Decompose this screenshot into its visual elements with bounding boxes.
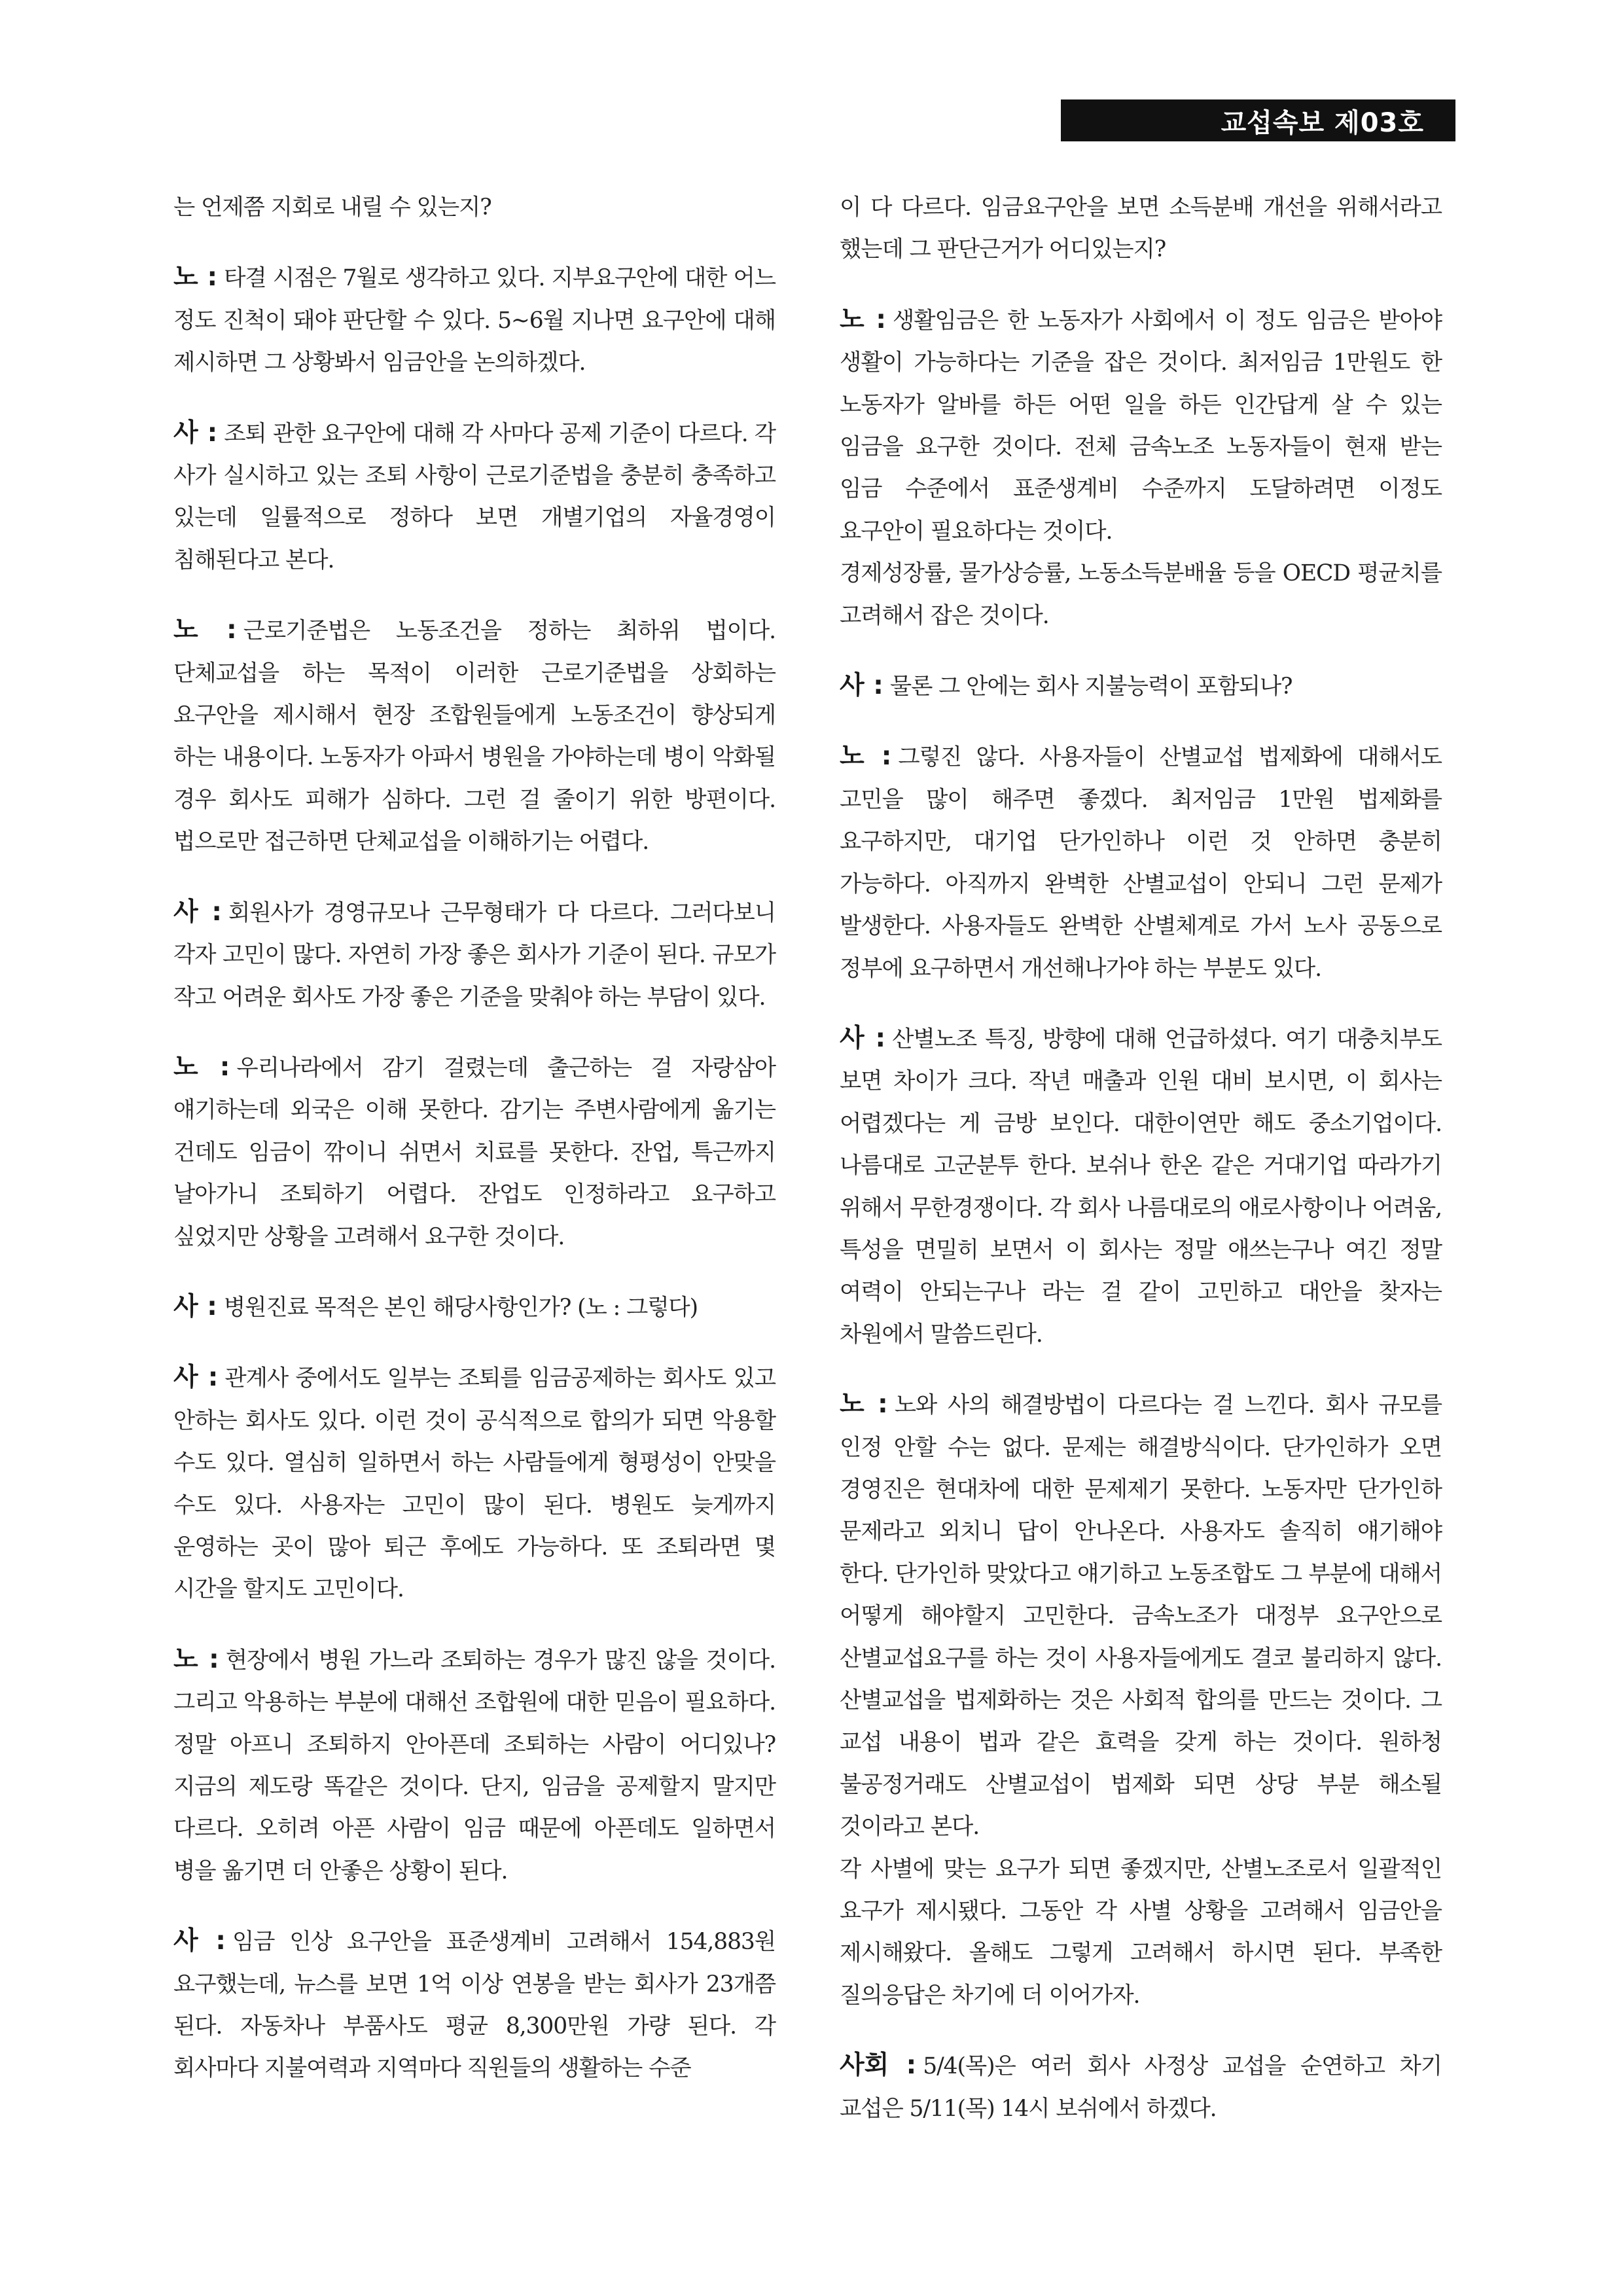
speaker-label: 노 : — [173, 1644, 219, 1674]
dialogue-text: 임금 인상 요구안을 표준생계비 고려해서 154,883원 요구했는데, 뉴스를 보면 1억 이상 연봉을 받는 회사가 23개쯤 된다. 자동차나 부품사도 평균 8,300만원 가량 된다. 각 회사마다 지불여력과 지역마다 직원들의 생활하는 수준 — [173, 1929, 776, 2082]
speaker-label: 노 : — [173, 1052, 230, 1082]
dialogue-text: 타결 시점은 7월로 생각하고 있다. 지부요구안에 대한 어느 정도 진척이 돼야 판단할 수 있다. 5~6월 지나면 요구안에 대해 제시하면 그 상황봐서 임금안을 논의하겠다. — [173, 265, 776, 376]
dialogue-text: 이 다 다르다. 임금요구안을 보면 소득분배 개선을 위해서라고 했는데 그 판단근거가 어디있는지? — [840, 194, 1442, 263]
dialogue-paragraph — [173, 257, 776, 384]
speaker-label: 노 : — [173, 615, 237, 645]
dialogue-text: 5/4(목)은 여러 회사 사정상 교섭을 순연하고 차기 교섭은 5/11(목) 14시 보쉬에서 하겠다. — [840, 2053, 1442, 2122]
dialogue-paragraph — [840, 1848, 1442, 2017]
issue-badge: 교섭속보 제03호 — [1061, 99, 1455, 141]
dialogue-text: 근로기준법은 노동조건을 정하는 최하위 법이다. 단체교섭을 하는 목적이 이러한 근로기준법을 상회하는 요구안을 제시해서 현장 조합원들에게 노동조건이 향상되게 하는 내용이다. 노동자가 아파서 병원을 가야하는데 병이 악화될 경우 회사도 피해가 심하다. 그런 걸 줄이기 위한 방편이다. 법으로만 접근하면 단체교섭을 이해하기는 어렵다. — [173, 618, 776, 855]
dialogue-paragraph — [840, 552, 1442, 637]
speaker-label: 사 : — [840, 671, 883, 701]
dialogue-paragraph — [173, 1047, 776, 1258]
dialogue-text: 현장에서 병원 가느라 조퇴하는 경우가 많진 않을 것이다. 그리고 악용하는 부분에 대해선 조합원에 대한 믿음이 필요하다. 정말 아프니 조퇴하지 안아픈데 조퇴하는 사람이 어디있나? 지금의 제도랑 똑같은 것이다. 단지, 임금을 공제할지 말지만 다르다. 오히려 아픈 사람이 임금 때문에 아픈데도 일하면서 병을 옮기면 더 안좋은 상황이 된다. — [173, 1647, 776, 1884]
dialogue-paragraph — [173, 1639, 776, 1892]
dialogue-text: 노와 사의 해결방법이 다르다는 걸 느낀다. 회사 규모를 인정 안할 수는 없다. 문제는 해결방식이다. 단가인하가 오면 경영진은 현대차에 대한 문제제기 못한다. 노동자만 단가인하 문제라고 외치니 답이 안나온다. 사용자도 솔직히 얘기해야 한다. 단가인하 맞았다고 얘기하고 노동조합도 그 부분에 대해서 어떻게 해야할지 고민한다. 금속노조가 대정부 요구안으로 산별교섭요구를 하는 것이 사용자들에게도 결코 불리하지 않다. 산별교섭을 법제화하는 것은 사회적 합의를 만드는 것이다. 그 교섭 내용이 법과 같은 효력을 갖게 하는 것이다. 원하청 불공정거래도 산별교섭이 법제화 되면 상당 부분 해소될 것이라고 본다. — [840, 1392, 1442, 1840]
dialogue-text: 생활임금은 한 노동자가 사회에서 이 정도 임금은 받아야 생활이 가능하다는 기준을 잡은 것이다. 최저임금 1만원도 한 노동자가 알바를 하든 어떤 일을 하든 인간답게 살 수 있는 임금을 요구한 것이다. 전체 금속노조 노동자들이 현재 받는 임금 수준에서 표준생계비 수준까지 도달하려면 이정도 요구안이 필요하다는 것이다. — [840, 307, 1442, 545]
dialogue-paragraph — [840, 1018, 1442, 1355]
dialogue-paragraph — [173, 1357, 776, 1610]
speaker-label: 사 : — [840, 1023, 886, 1053]
speaker-label: 사 : — [173, 418, 218, 448]
speaker-label: 사회 : — [840, 2051, 917, 2081]
left-column — [173, 187, 776, 2118]
dialogue-text: 회원사가 경영규모나 근무형태가 다 다르다. 그러다보니 각자 고민이 많다. 자연히 가장 좋은 회사가 기준이 된다. 규모가 작고 어려운 회사도 가장 좋은 기준을 맞춰야 하는 부담이 있다. — [173, 899, 776, 1011]
dialogue-text: 그렇진 않다. 사용자들이 산별교섭 법제화에 대해서도 고민을 많이 해주면 좋겠다. 최저임금 1만원 법제화를 요구하지만, 대기업 단가인하나 이런 것 안하면 충분히 가능하다. 아직까지 완벽한 산별교섭이 안되니 그런 문제가 발생한다. 사용자들도 완벽한 산별체계로 가서 노사 공동으로 정부에 요구하면서 개선해나가야 하는 부분도 있다. — [840, 744, 1442, 982]
speaker-label: 사 : — [173, 1926, 226, 1956]
dialogue-paragraph — [840, 299, 1442, 552]
speaker-label: 노 : — [840, 742, 892, 772]
speaker-label: 노 : — [840, 1390, 888, 1420]
dialogue-paragraph — [840, 736, 1442, 989]
dialogue-text: 는 언제쯤 지회로 내릴 수 있는지? — [173, 194, 491, 221]
dialogue-paragraph — [173, 1286, 776, 1329]
speaker-label: 사 : — [173, 897, 222, 927]
dialogue-text: 산별노조 특징, 방향에 대해 언급하셨다. 여기 대충치부도 보면 차이가 크다. 작년 매출과 인원 대비 보시면, 이 회사는 어렵겠다는 게 금방 보인다. 대한이연만 해도 중소기업이다. 나름대로 고군분투 한다. 보쉬나 한온 같은 거대기업 따라가기 위해서 무한경쟁이다. 각 회사 나름대로의 애로사항이나 어려움, 특성을 면밀히 보면서 이 회사는 정말 애쓰는구나 여긴 정말 여력이 안되는구나 라는 걸 같이 고민하고 대안을 찾자는 차원에서 말씀드린다. — [840, 1026, 1442, 1348]
dialogue-paragraph — [173, 412, 776, 582]
dialogue-text: 병원진료 목적은 본인 해당사항인가? (노 : 그렇다) — [223, 1294, 698, 1321]
dialogue-paragraph — [173, 1920, 776, 2090]
speaker-label: 사 : — [173, 1291, 217, 1321]
dialogue-text: 우리나라에서 감기 걸렸는데 출근하는 걸 자랑삼아 얘기하는데 외국은 이해 못한다. 감기는 주변사람에게 옮기는 건데도 임금이 깎이니 쉬면서 치료를 못한다. 잔업, 특근까지 날아가니 조퇴하기 어렵다. 잔업도 인정하라고 요구하고 싶었지만 상황을 고려해서 요구한 것이다. — [173, 1054, 776, 1250]
dialogue-paragraph — [173, 609, 776, 863]
speaker-label: 노 : — [840, 304, 886, 334]
dialogue-paragraph — [840, 2045, 1442, 2130]
right-column — [840, 187, 1442, 2158]
dialogue-paragraph — [840, 187, 1442, 271]
dialogue-paragraph — [840, 665, 1442, 708]
dialogue-text: 관계사 중에서도 일부는 조퇴를 임금공제하는 회사도 있고 안하는 회사도 있다. 이런 것이 공식적으로 합의가 되면 악용할 수도 있다. 열심히 일하면서 하는 사람들에게 형평성이 안맞을 수도 있다. 사용자는 고민이 많이 된다. 병원도 늦게까지 운영하는 곳이 많아 퇴근 후에도 가능하다. 또 조퇴라면 몇 시간을 할지도 고민이다. — [173, 1365, 776, 1603]
speaker-label: 노 : — [173, 262, 218, 293]
dialogue-text: 물론 그 안에는 회사 지불능력이 포함되나? — [889, 673, 1293, 700]
dialogue-text: 경제성장률, 물가상승률, 노동소득분배율 등을 OECD 평균치를 고려해서 잡은 것이다. — [840, 560, 1442, 629]
speaker-label: 사 : — [173, 1363, 219, 1393]
dialogue-text: 조퇴 관한 요구안에 대해 각 사마다 공제 기준이 다르다. 각 사가 실시하고 있는 조퇴 사항이 근로기준법을 충분히 충족하고 있는데 일률적으로 정하다 보면 개별기업의 자율경영이 침해된다고 본다. — [173, 420, 776, 573]
dialogue-text: 각 사별에 맞는 요구가 되면 좋겠지만, 산별노조로서 일괄적인 요구가 제시됐다. 그동안 각 사별 상황을 고려해서 임금안을 제시해왔다. 올해도 그렇게 고려해서 하시면 된다. 부족한 질의응답은 차기에 더 이어가자. — [840, 1856, 1442, 2009]
dialogue-paragraph — [173, 187, 776, 228]
dialogue-paragraph — [173, 891, 776, 1018]
dialogue-paragraph — [840, 1384, 1442, 1848]
